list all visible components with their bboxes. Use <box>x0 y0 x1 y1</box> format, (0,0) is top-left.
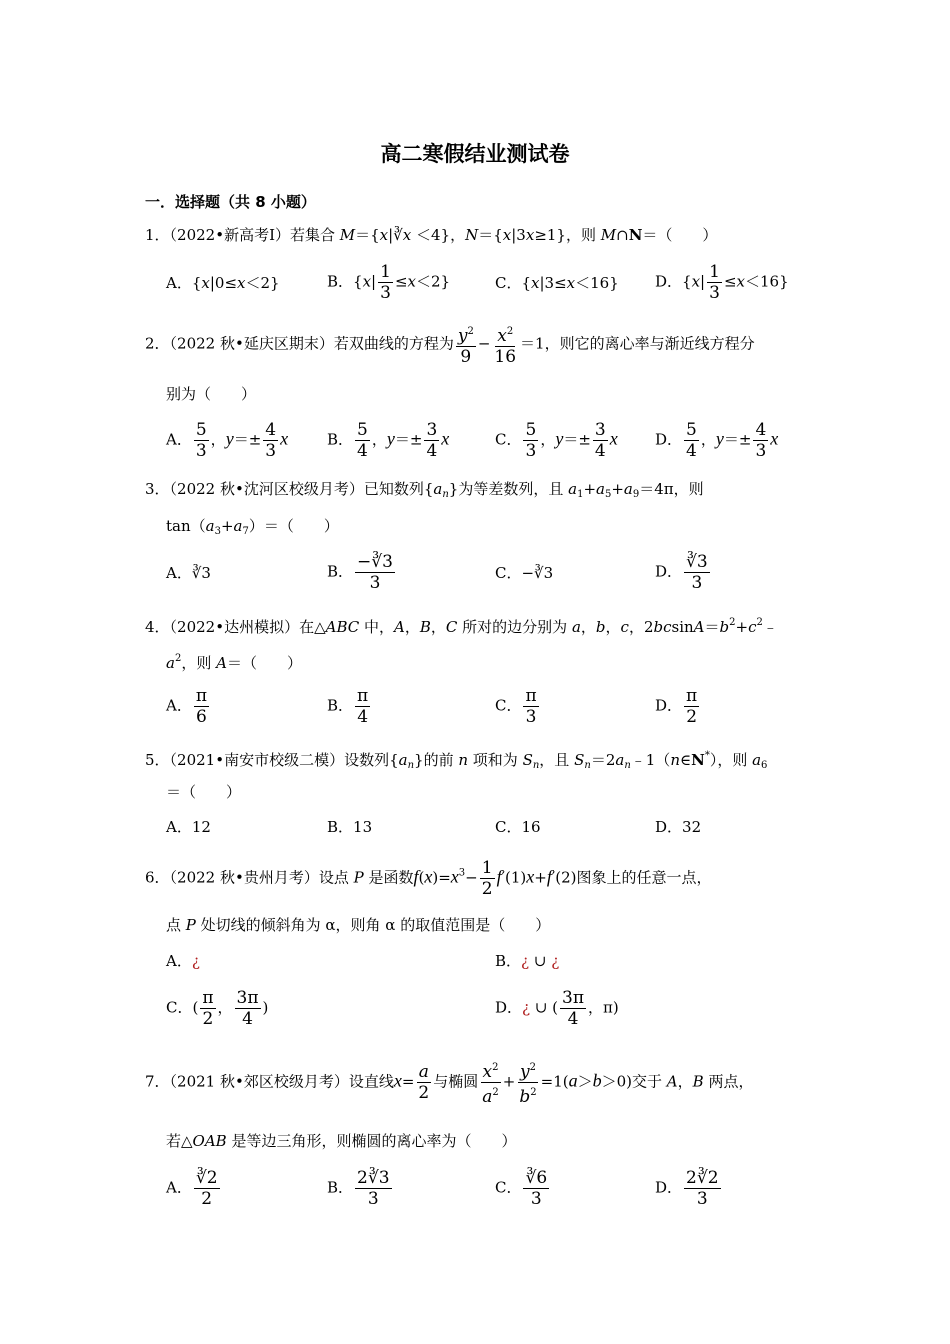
question-3-cont: $\tan(a_3+a_7)=$（ ） <box>166 517 339 537</box>
question-6: 6．（2022 秋•贵州月考）设点 P 是函数$f(x)=x^3-$ $\frac{1}{2}$ f′(1)x+f′(2)图象上的任意一点， <box>145 858 712 899</box>
question-5: 5．（2021•南安市校级二模）设数列$\{a_n\}$的前 n 项和为 $S_n$，且 $S_n=2a_n﹣1(n\in N^*)$，则 $a_6$ <box>145 750 768 771</box>
q5-option-b[interactable]: B．13 <box>327 818 373 836</box>
q2-option-a[interactable]: A． $\frac{5}{3}$ ，y＝± $\frac{4}{3}$ x <box>166 420 289 461</box>
q1-option-c[interactable]: C．{x|3≤x＜16} <box>495 274 619 292</box>
q3-option-d[interactable]: D． $\frac{∛3}{3}$ <box>655 552 708 593</box>
q3-option-a[interactable]: A．∛3 <box>166 564 211 582</box>
q2-option-c[interactable]: C． $\frac{5}{3}$ ，y＝± $\frac{3}{4}$ x <box>495 420 618 461</box>
q6-option-b[interactable]: B．¿ ∪ ¿ <box>495 952 560 970</box>
question-2-cont: 别为（ ） <box>166 385 257 403</box>
q6-option-d[interactable]: D．¿ ∪ ( $\frac{3\pi}{4}$ ，π) <box>495 988 619 1029</box>
q3-option-b[interactable]: B． $\frac{-∛3}{3}$ <box>327 552 393 593</box>
question-1: 1．（2022•新高考Ⅰ）若集合 M＝{x|∛x ＜4}，N＝{x|3x≥1}，则 M∩N＝（ ） <box>145 226 718 244</box>
question-3: 3．（2022 秋•沈河区校级月考）已知数列$\{a_n\}$为等差数列，且 $a_1+a_5+a_9=4\pi$，则 <box>145 480 704 500</box>
question-7-cont: 若△OAB 是等边三角形，则椭圆的离心率为（ ） <box>166 1132 517 1150</box>
question-5-cont: ＝（ ） <box>166 783 242 801</box>
q7-option-d[interactable]: D． $\frac{2∛2}{3}$ <box>655 1168 719 1209</box>
q5-option-d[interactable]: D．32 <box>655 818 702 836</box>
q4-option-c[interactable]: C． $\frac{\pi}{3}$ <box>495 686 537 727</box>
q5-option-a[interactable]: A．12 <box>166 818 211 836</box>
q2-option-b[interactable]: B． $\frac{5}{4}$ ，y＝± $\frac{3}{4}$ x <box>327 420 450 461</box>
q2-option-d[interactable]: D． $\frac{5}{4}$ ，y＝± $\frac{4}{3}$ x <box>655 420 779 461</box>
q4-option-b[interactable]: B． $\frac{\pi}{4}$ <box>327 686 369 727</box>
q1-option-d[interactable]: D．{x| $\frac{1}{3}$ ≤x＜16} <box>655 262 789 303</box>
q6-option-a[interactable]: A．¿ <box>166 952 200 970</box>
q7-option-c[interactable]: C． $\frac{∛6}{3}$ <box>495 1168 548 1209</box>
question-7: 7．（2021 秋•郊区校级月考）设直线x= $\frac{a}{2}$ 与椭圆 $\frac{x^2}{a^2}$ + $\frac{y^2}{b^2}$ =1(a＞b＞0)交于 A，B 两点， <box>145 1058 753 1107</box>
question-4: 4．（2022•达州模拟）在△ABC 中，A，B，C 所对的边分别为 a，b，c，$2bcsinA=b^2+c^2﹣$ <box>145 617 778 636</box>
question-6-cont: 点 P 处切线的倾斜角为 α，则角 α 的取值范围是（ ） <box>166 916 551 934</box>
page-title: 高二寒假结业测试卷 <box>380 142 570 166</box>
q3-option-c[interactable]: C．−∛3 <box>495 564 554 582</box>
q7-option-b[interactable]: B． $\frac{2∛3}{3}$ <box>327 1168 390 1209</box>
question-4-cont: $a^2$，则 A＝（ ） <box>166 653 302 672</box>
q1-option-a[interactable]: A．{x|0≤x＜2} <box>166 274 280 292</box>
q4-option-d[interactable]: D． $\frac{\pi}{2}$ <box>655 686 698 727</box>
q6-option-c[interactable]: C．( $\frac{\pi}{2}$ ， $\frac{3\pi}{4}$ ) <box>166 988 269 1029</box>
q4-option-a[interactable]: A． $\frac{\pi}{6}$ <box>166 686 208 727</box>
section-heading: 一．选择题（共 8 小题） <box>145 193 316 211</box>
q1-option-b[interactable]: B．{x| $\frac{1}{3}$ ≤x＜2} <box>327 262 451 303</box>
question-2: 2．（2022 秋•延庆区期末）若双曲线的方程为 $\frac{y^2}{9}$ − $\frac{x^2}{16}$ ＝1，则它的离心率与渐近线方程分 <box>145 322 755 367</box>
q5-option-c[interactable]: C．16 <box>495 818 541 836</box>
q7-option-a[interactable]: A． $\frac{∛2}{2}$ <box>166 1168 218 1209</box>
